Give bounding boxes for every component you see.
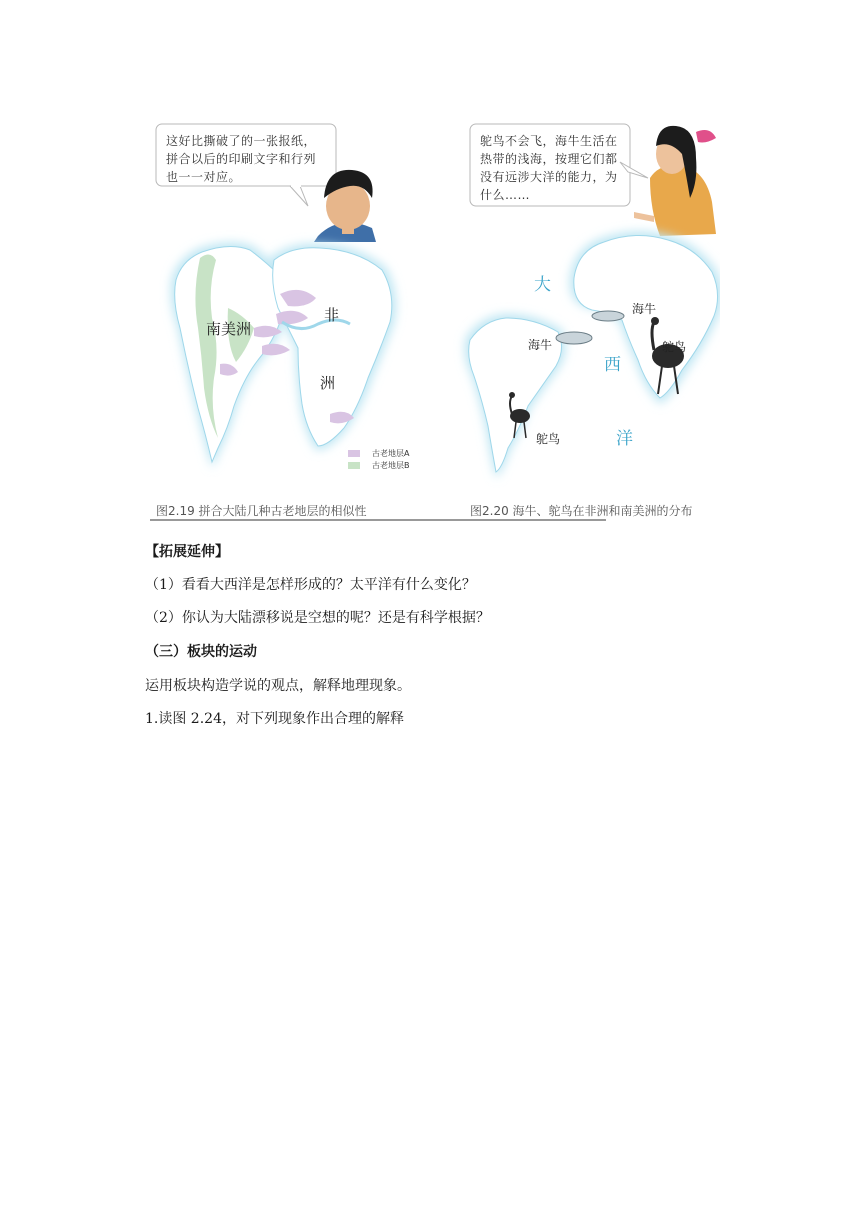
label-manatee-africa: 海牛 [632,302,657,316]
bubble-line: 鸵鸟不会飞，海牛生活在 [480,134,618,148]
question-1: （1）看看大西洋是怎样形成的？太平洋有什么变化？ [145,577,476,593]
label-south-america: 南美洲 [206,320,252,338]
label-africa-1: 非 [324,306,340,324]
intro-paragraph: 运用板块构造学说的观点，解释地理现象。 [145,678,411,694]
girl-illustration [634,126,716,236]
ocean-label-char: 大 [534,275,551,295]
legend-layer-b: 古老地层B [372,461,410,470]
caption-fig-2-20: 图2.20 海牛、鸵鸟在非洲和南美洲的分布 [470,504,693,518]
ocean-label-char: 洋 [616,429,633,449]
ocean-label-char: 西 [604,355,621,375]
bubble-line: 也一一对应。 [166,170,242,184]
figure-continental-drift [150,118,720,528]
left-continent-map [171,242,396,469]
bubble-line: 没有远涉大洋的能力，为 [480,170,618,184]
label-africa-2: 洲 [320,374,336,392]
bubble-line: 什么…… [480,188,531,202]
bubble-line: 这好比撕破了的一张报纸， [166,134,317,148]
heading-extend: 【拓展延伸】 [145,544,229,560]
bubble-line: 热带的浅海，按理它们都 [480,152,618,166]
label-ostrich-africa: 鸵鸟 [662,340,687,354]
speech-bubble-left-text [166,132,316,186]
item-1: 1.读图 2.24，对下列现象作出合理的解释 [145,711,404,727]
legend-layer-a: 古老地层A [372,449,410,458]
label-ostrich-south-america: 鸵鸟 [536,432,561,446]
question-2: （2）你认为大陆漂移说是空想的呢？还是有科学根据？ [145,610,490,626]
caption-fig-2-19: 图2.19 拼合大陆几种古老地层的相似性 [156,504,367,518]
speech-bubble-right-text [480,132,618,204]
heading-plate-motion: （三）板块的运动 [145,644,257,660]
label-manatee-south-america: 海牛 [528,338,553,352]
manatee-south-america [556,332,592,344]
manatee-africa [592,311,624,321]
bubble-line: 拼合以后的印刷文字和行列 [166,152,317,166]
